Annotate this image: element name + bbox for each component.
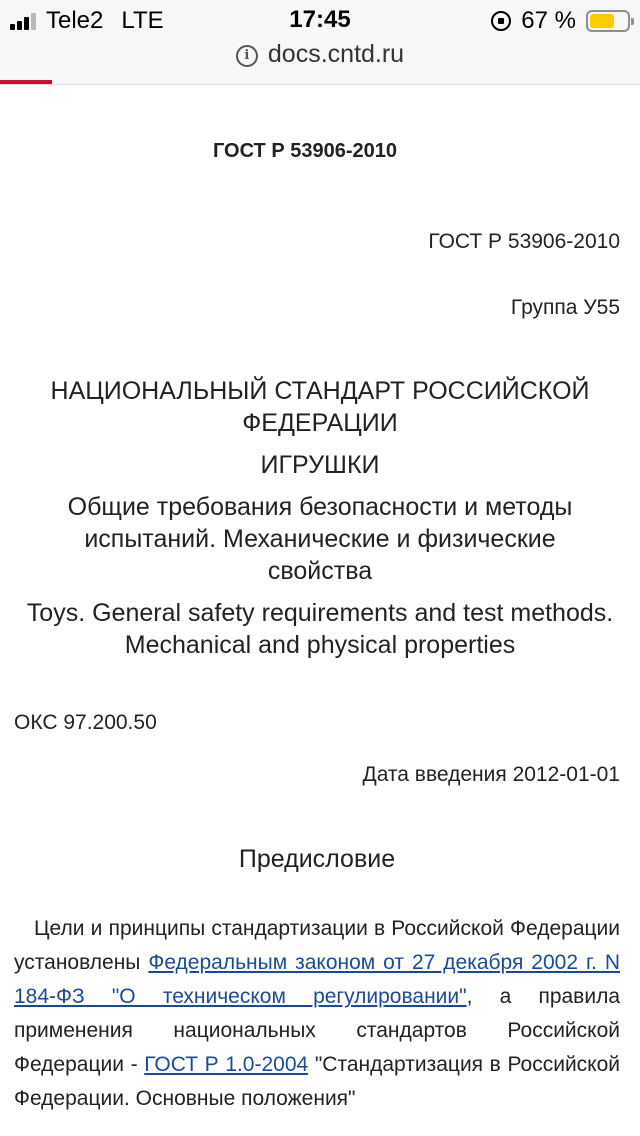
status-bar xyxy=(0,0,640,40)
document-title: ГОСТ Р 53906-2010 xyxy=(212,140,397,162)
site-header-strip xyxy=(0,70,640,84)
status-right xyxy=(491,7,630,35)
battery-fill xyxy=(590,14,614,28)
header-divider xyxy=(0,84,640,85)
preface-paragraph xyxy=(14,912,620,1116)
address-bar[interactable] xyxy=(0,40,640,70)
network-type: LTE xyxy=(121,7,164,34)
rotation-lock-icon xyxy=(491,11,511,31)
federal-law-link[interactable]: Федеральным законом от 27 декабря 2002 г. N 184-ФЗ "О техническом регулировании" xyxy=(14,951,621,1008)
battery-icon xyxy=(586,10,630,32)
clock: 17:45 xyxy=(289,6,351,33)
preface-text-2: , а правила применения национальных стандартов Российской Федерации - xyxy=(14,985,621,1076)
standard-subject: ИГРУШКИ xyxy=(260,451,380,479)
url-text[interactable]: docs.cntd.ru xyxy=(267,40,405,68)
preface-heading: Предисловие xyxy=(238,845,396,873)
preface-text-3: "Стандартизация в Российской Федерации. Основные положения" xyxy=(14,1053,621,1110)
gost-r-1-0-2004-link[interactable]: ГОСТ Р 1.0-2004 xyxy=(144,1053,309,1076)
carrier-name: Tele2 xyxy=(46,7,104,34)
standard-name: НАЦИОНАЛЬНЫЙ СТАНДАРТ РОССИЙСКОЙ ФЕДЕРАЦИИ xyxy=(50,377,590,437)
battery-percent: 67 % xyxy=(521,7,576,34)
document-group: Группа У55 xyxy=(510,296,620,319)
signal-strength-icon xyxy=(10,12,38,30)
standard-subtitle-en: Toys. General safety requirements and test methods. Mechanical and physical properties xyxy=(26,599,614,659)
status-left xyxy=(10,7,164,35)
standard-subtitle-ru: Общие требования безопасности и методы испытаний. Механические и физические свойства xyxy=(67,493,573,585)
oks-code: ОКС 97.200.50 xyxy=(14,711,157,734)
introduction-date: Дата введения 2012-01-01 xyxy=(362,763,620,786)
info-icon[interactable]: i xyxy=(236,45,258,67)
document-code: ГОСТ Р 53906-2010 xyxy=(428,230,620,253)
preface-text-1: Цели и принципы стандартизации в Российской Федерации установлены xyxy=(14,917,620,974)
